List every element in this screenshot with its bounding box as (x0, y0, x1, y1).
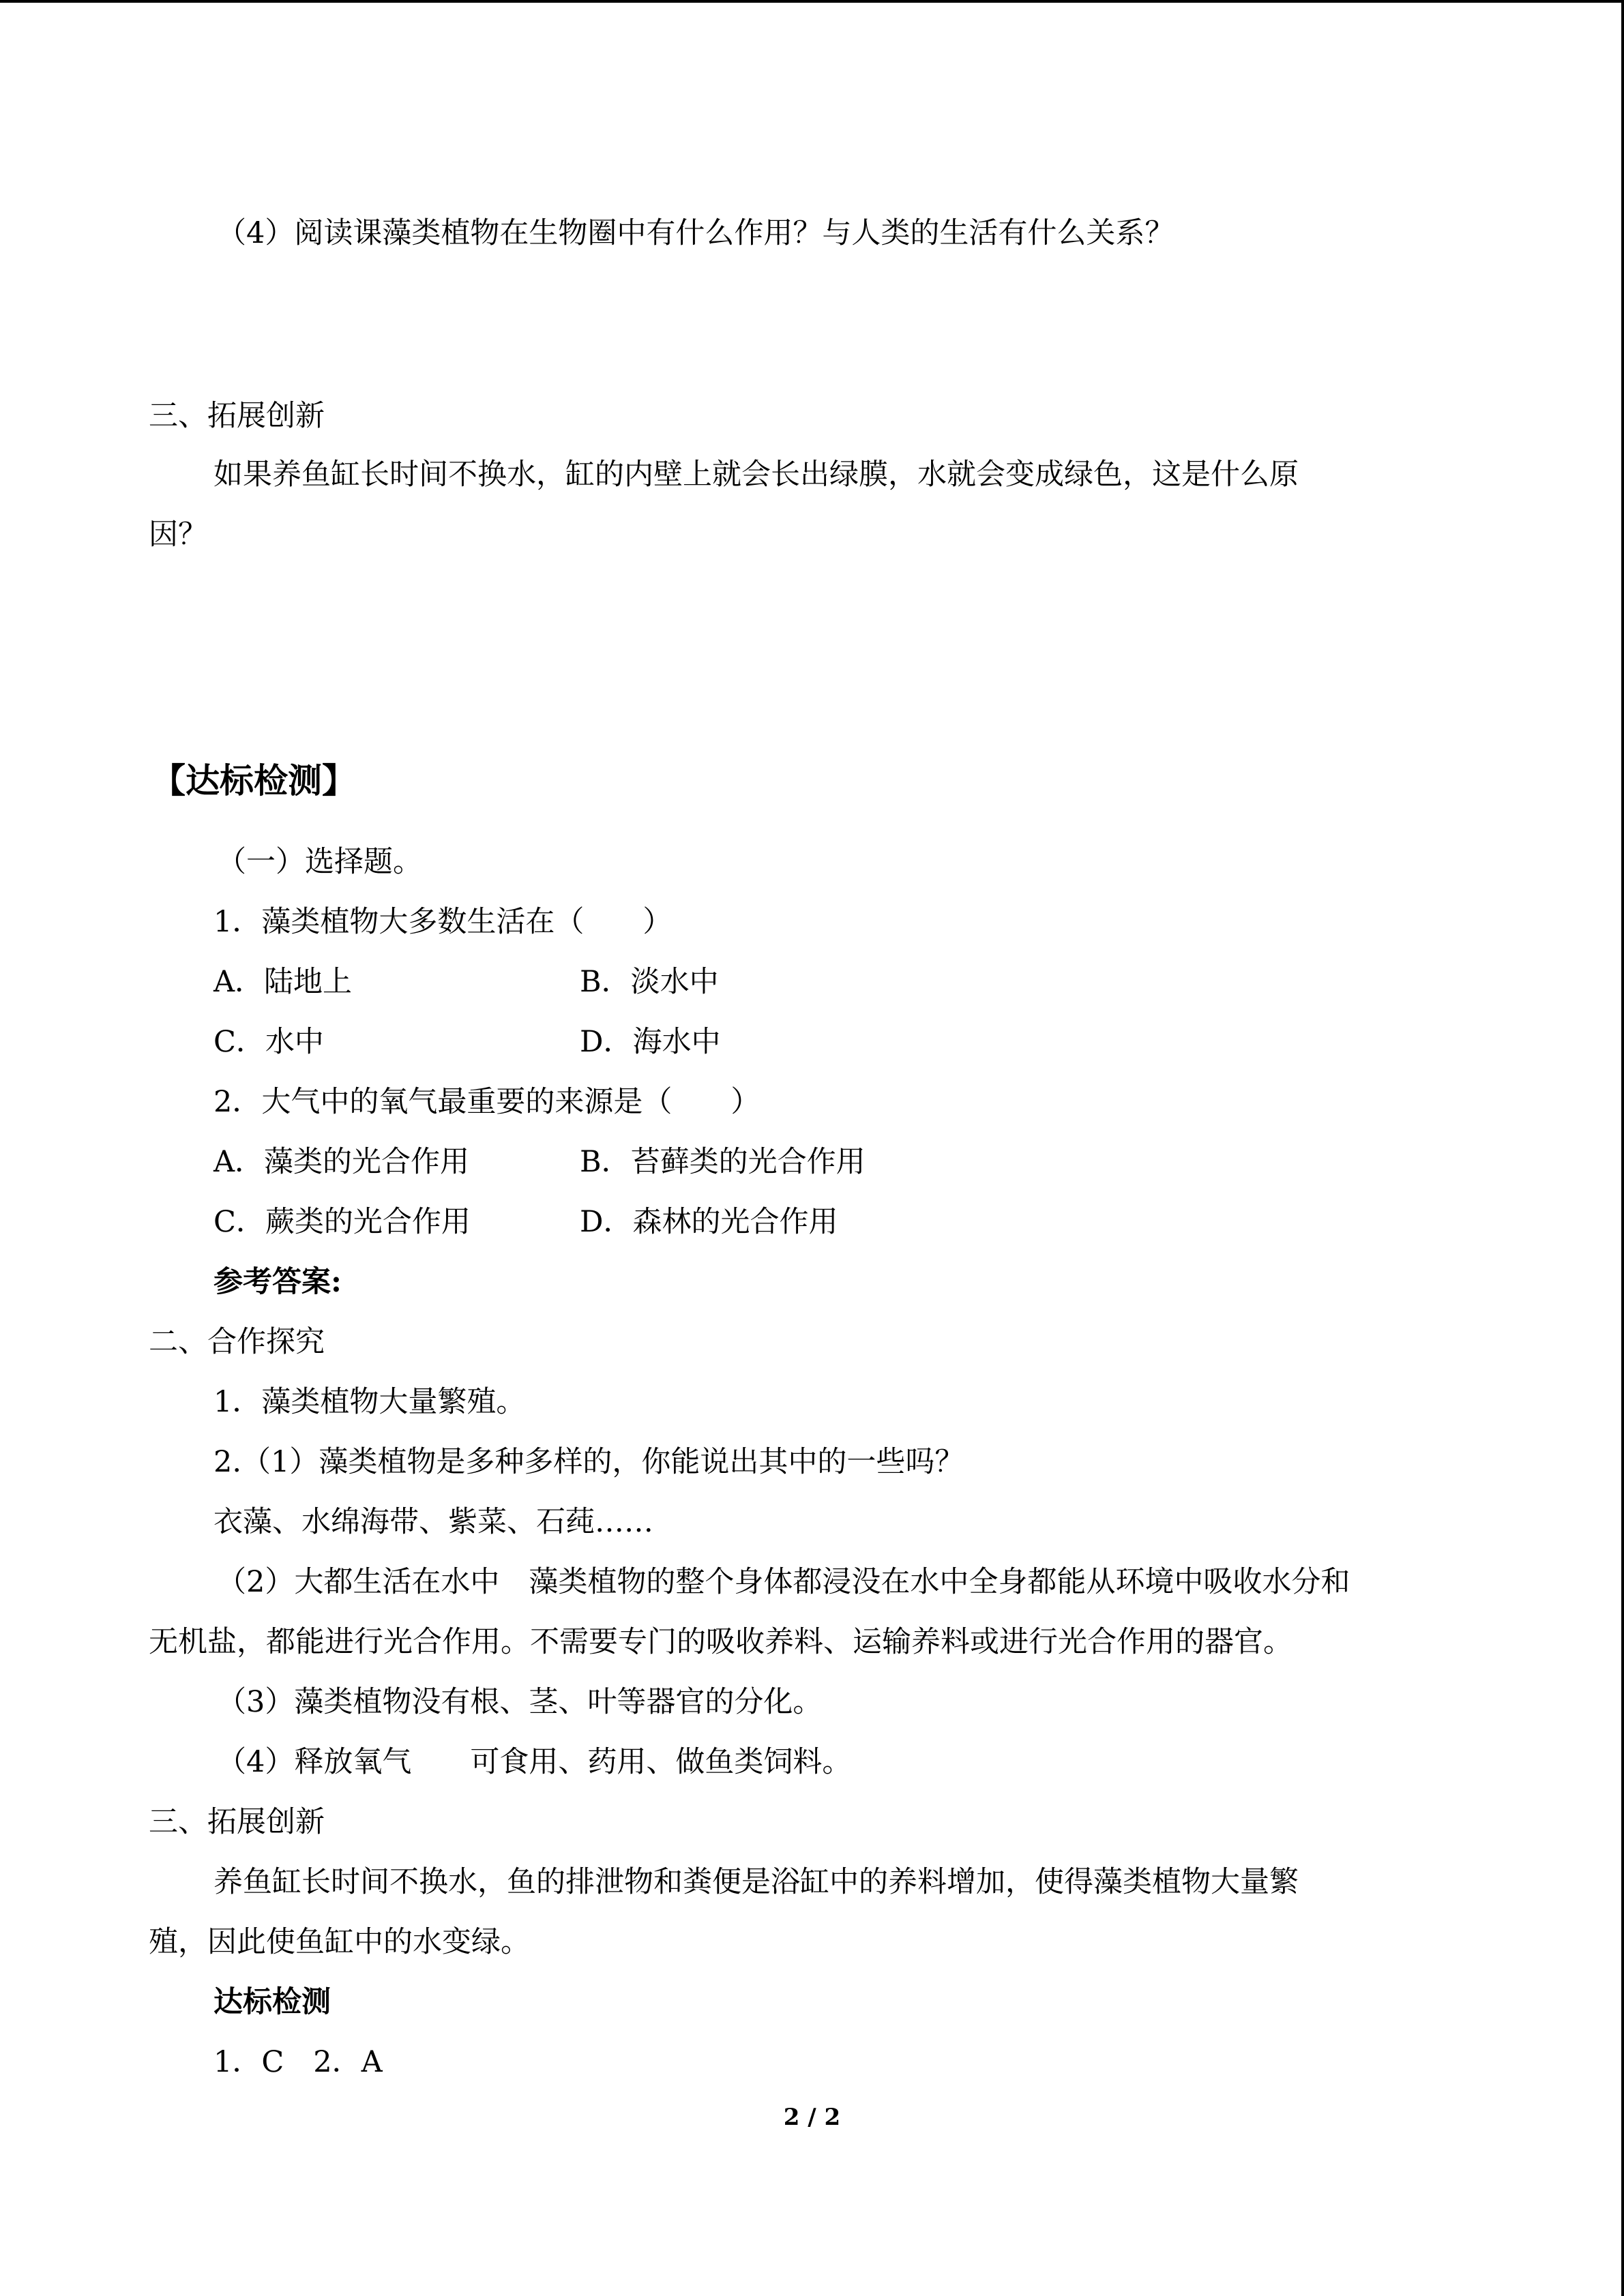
coop-heading: 二、合作探究 (149, 1325, 325, 1359)
answer-2-4: （4）释放氧气 可食用、药用、做鱼类饲料。 (217, 1745, 852, 1779)
q2-option-b: B．苔藓类的光合作用 (580, 1145, 866, 1179)
q2-option-c: C．蕨类的光合作用 (213, 1205, 471, 1239)
q1-option-d: D．海水中 (580, 1025, 721, 1059)
test-part-label: （一）选择题。 (217, 845, 422, 879)
answers-heading: 参考答案: (213, 1265, 342, 1299)
answer-1: 1．藻类植物大量繁殖。 (213, 1385, 526, 1419)
test-heading: 【达标检测】 (151, 760, 356, 801)
question-4: （4）阅读课藻类植物在生物圈中有什么作用？与人类的生活有什么关系？ (217, 216, 1175, 250)
test-answer-values: 1．C 2．A (213, 2045, 383, 2079)
answer-2-3: （3）藻类植物没有根、茎、叶等器官的分化。 (217, 1685, 823, 1719)
expand-question-line2: 因？ (149, 518, 207, 552)
q2-option-a: A．藻类的光合作用 (213, 1145, 470, 1179)
answer-2-2-line2: 无机盐，都能进行光合作用。不需要专门的吸收养料、运输养料或进行光合作用的器官。 (149, 1625, 1293, 1659)
q1-option-a: A．陆地上 (213, 965, 353, 999)
answer-2-list: 衣藻、水绵海带、紫菜、石莼…… (213, 1505, 653, 1539)
question-1: 1．藻类植物大多数生活在（ ） (213, 905, 673, 939)
test-answer-heading: 达标检测 (213, 1985, 331, 2019)
expand-question-line1: 如果养鱼缸长时间不换水，缸的内壁上就会长出绿膜，水就会变成绿色，这是什么原 (213, 458, 1299, 492)
answer-2-2-line1: （2）大都生活在水中 藻类植物的整个身体都浸没在水中全身都能从环境中吸收水分和 (217, 1565, 1350, 1599)
question-2: 2．大气中的氧气最重要的来源是（ ） (213, 1085, 761, 1119)
q1-option-b: B．淡水中 (580, 965, 719, 999)
right-border (1621, 0, 1624, 2296)
expand-answer-line1: 养鱼缸长时间不换水，鱼的排泄物和粪便是浴缸中的养料增加，使得藻类植物大量繁 (213, 1865, 1299, 1899)
expand-heading-top: 三、拓展创新 (149, 399, 325, 433)
expand-answer-line2: 殖，因此使鱼缸中的水变绿。 (149, 1925, 530, 1959)
answer-2-question: 2.（1）藻类植物是多种多样的，你能说出其中的一些吗？ (213, 1445, 964, 1479)
q1-option-c: C．水中 (213, 1025, 324, 1059)
q2-option-d: D．森林的光合作用 (580, 1205, 838, 1239)
expand-heading-answers: 三、拓展创新 (149, 1805, 325, 1839)
top-border (0, 0, 1624, 3)
page-number: 2 / 2 (783, 2104, 841, 2131)
